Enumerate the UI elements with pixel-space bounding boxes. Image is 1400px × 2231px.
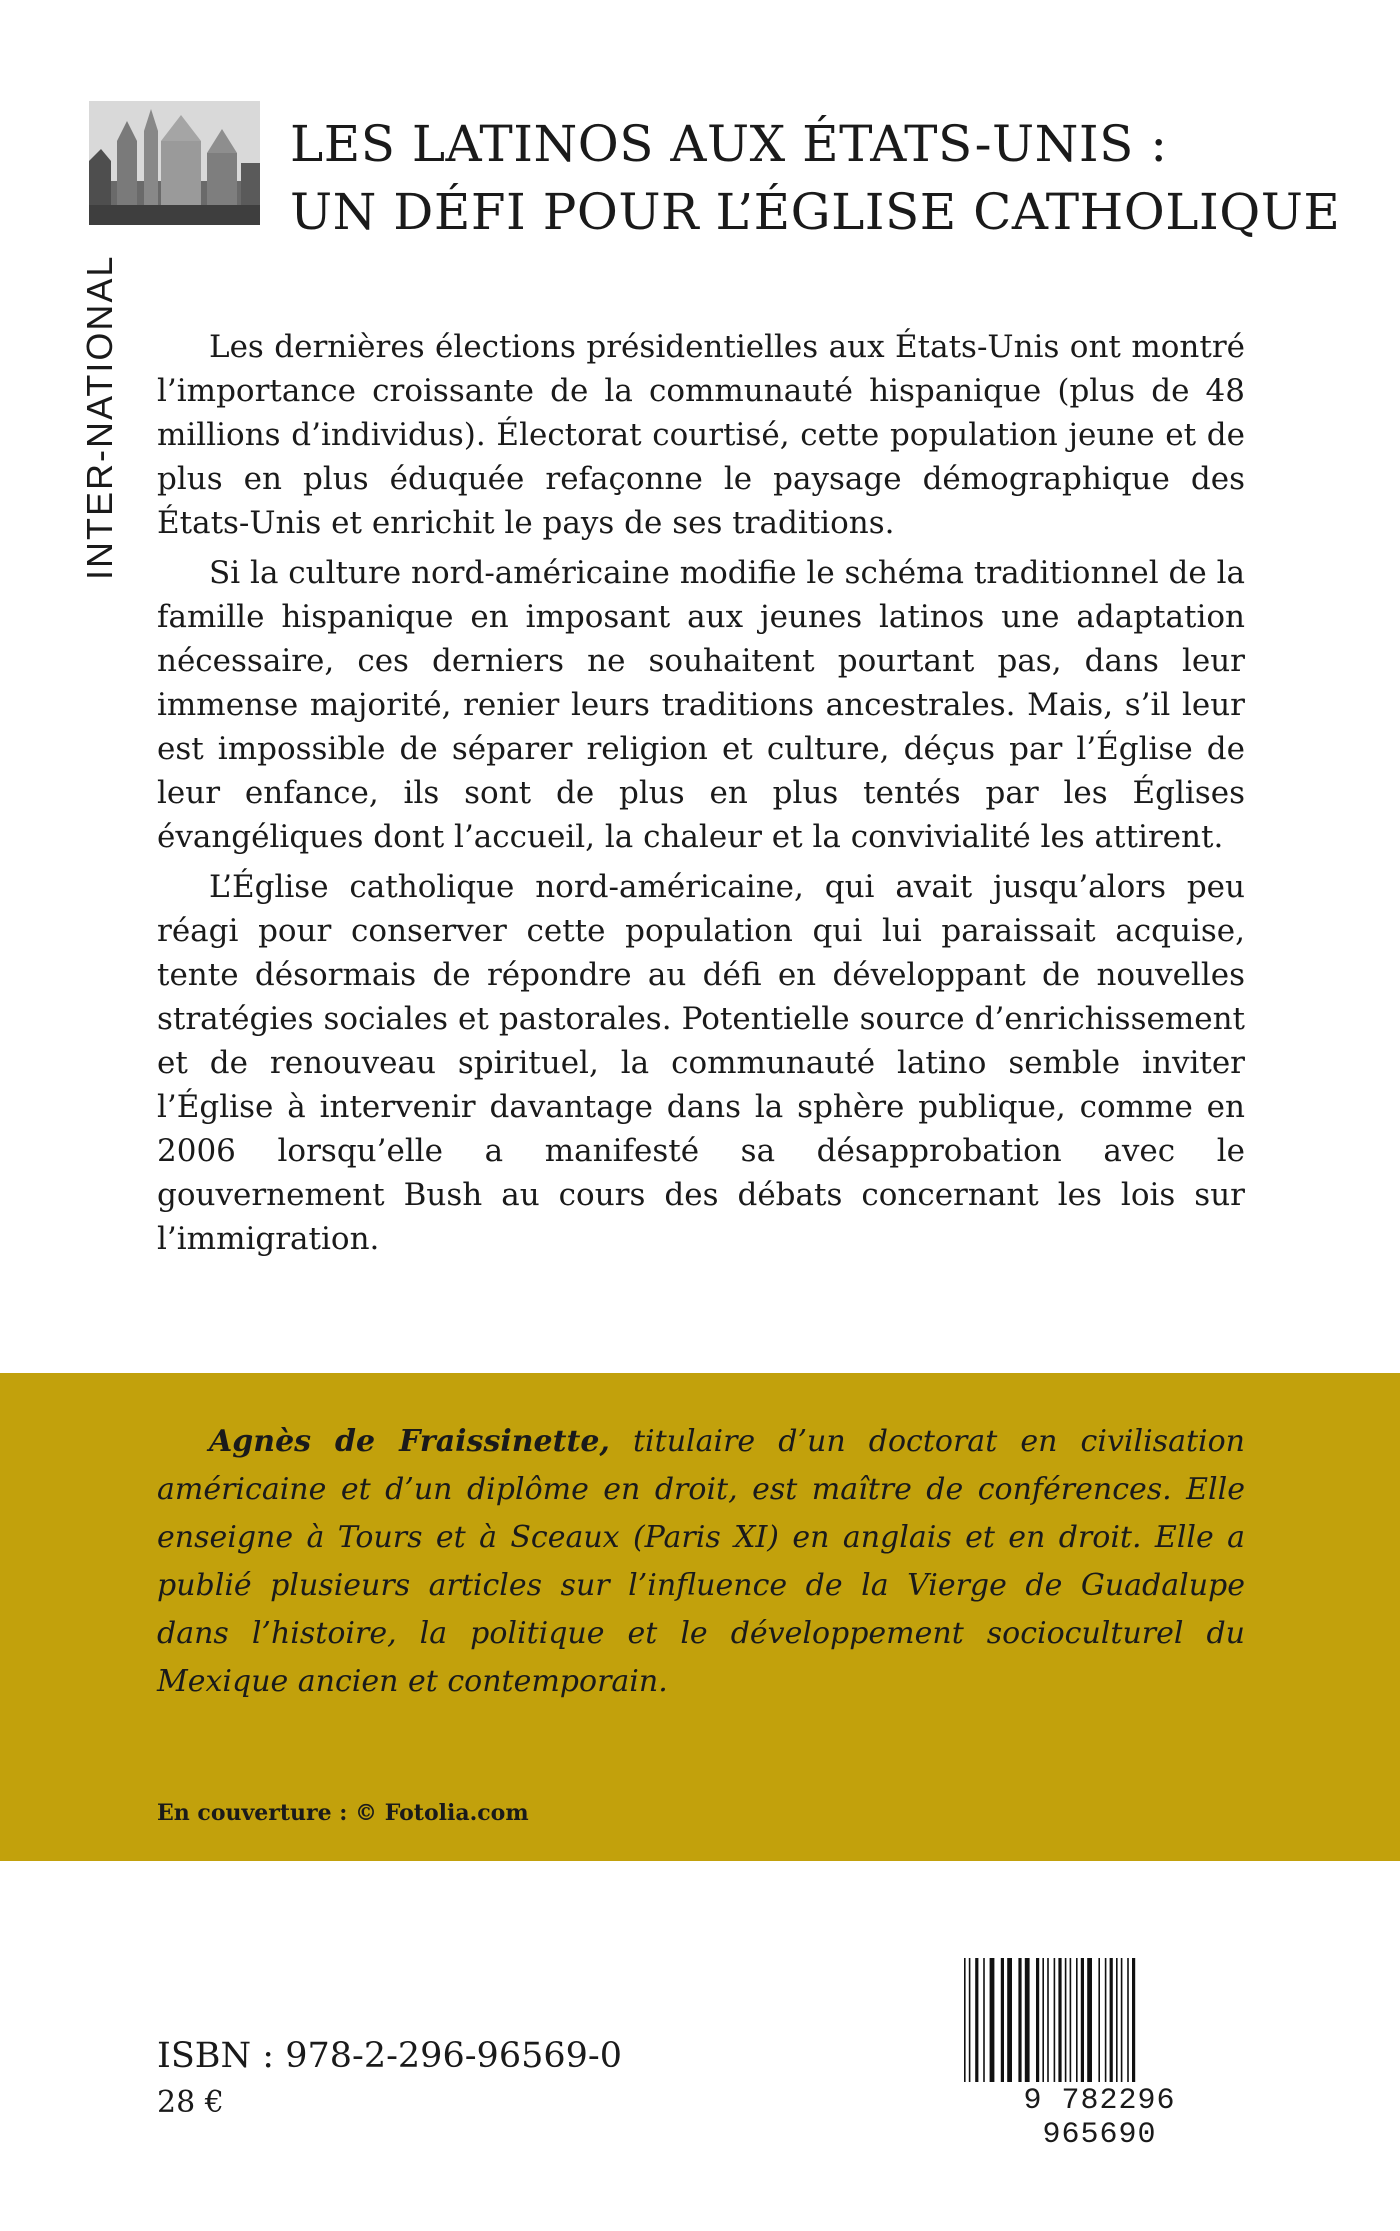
price: 28 € — [157, 2085, 224, 2120]
summary-paragraph-3: L’Église catholique nord-américaine, qui avait jusqu’alors peu réagi pour conserver cette population qui lui paraissait acquise, tente désormais de répondre au défi en développant de nouvelles stratégies sociales et pastorales. Potentielle source d’enrichissement et de renouveau spirituel, la communauté latino semble inviter l’Église à intervenir davantage dans la sphère publique, comme en 2006 lorsqu’elle a manifesté sa désapprobation avec le gouvernement Bush au cours des débats concernant les lois sur l’immigration. — [157, 869, 1245, 1257]
barcode — [958, 1958, 1241, 2152]
summary-paragraph-2: Si la culture nord-américaine modifie le schéma traditionnel de la famille hispanique en imposant aux jeunes latinos une adaptation nécessaire, ces derniers ne souhaitent pourtant pas, dans leur immense majorité, renier leurs traditions ancestrales. Mais, s’il leur est impossible de séparer religion et culture, déçus par l’Église de leur enfance, ils sont de plus en plus tentés par les Églises évangéliques dont l’accueil, la chaleur et la convivialité les attirent. — [157, 555, 1245, 855]
barcode-bar — [990, 1958, 995, 2082]
barcode-bar — [1007, 1958, 1012, 2082]
barcode-bar — [1070, 1958, 1072, 2082]
barcode-bar — [1058, 1958, 1061, 2082]
book-title-line-1: LES LATINOS AUX ÉTATS-UNIS : — [290, 115, 1168, 173]
barcode-bar — [1132, 1958, 1135, 2082]
barcode-bar — [975, 1958, 978, 2082]
author-name: Agnès de Fraissinette, — [209, 1424, 610, 1459]
barcode-bar — [969, 1958, 971, 2082]
barcode-bar — [1121, 1958, 1123, 2082]
barcode-bar — [1098, 1958, 1100, 2082]
barcode-bar — [1110, 1958, 1113, 2082]
author-bio-text: titulaire d’un doctorat en civilisation américaine et d’un diplôme en droit, est maître de conférences. Elle enseigne à Tours et à Sceaux (Paris XI) en anglais et en droit. Elle a publié plusieurs articles sur l’influence de la Vierge de Guadalupe dans l’histoire, la politique et le développement socioculturel du Mexique ancien et contemporain. — [157, 1424, 1245, 1699]
barcode-bar — [1036, 1958, 1039, 2082]
barcode-bar — [1081, 1958, 1084, 2082]
barcode-bar — [1065, 1958, 1067, 2082]
barcode-bar — [1076, 1958, 1078, 2082]
barcode-bar — [1116, 1958, 1118, 2082]
isbn: ISBN : 978-2-296-96569-0 — [157, 2036, 622, 2076]
book-title-line-2: UN DÉFI POUR L’ÉGLISE CATHOLIQUE — [290, 183, 1341, 241]
barcode-bars — [958, 1958, 1241, 2082]
barcode-bar — [1047, 1958, 1049, 2082]
cover-credit: En couverture : © Fotolia.com — [157, 1800, 529, 1826]
barcode-bar — [1105, 1958, 1107, 2082]
summary-paragraph-1: Les dernières élections présidentielles aux États-Unis ont montré l’importance croissante de la communauté hispanique (plus de 48 millions d’individus). Électorat courtisé, cette population jeune et de plus en plus éduquée refaçonne le paysage démographique des États-Unis et enrichit le pays de ses traditions. — [157, 329, 1245, 541]
barcode-bar — [1042, 1958, 1044, 2082]
barcode-digits: 9 782296 965690 — [1023, 2084, 1176, 2152]
summary-text — [157, 325, 1245, 1267]
book-title — [290, 110, 1350, 246]
barcode-bar — [983, 1958, 985, 2082]
barcode-bar — [1018, 1958, 1021, 2082]
cathedral-photo — [89, 101, 260, 225]
author-bio — [157, 1418, 1245, 1706]
barcode-bar — [964, 1958, 966, 2082]
barcode-bar — [1087, 1958, 1092, 2082]
series-name: INTER-NATIONAL — [79, 254, 120, 580]
barcode-bar — [1025, 1958, 1030, 2082]
barcode-bar — [1001, 1958, 1004, 2082]
barcode-bar — [1054, 1958, 1056, 2082]
barcode-bar — [1127, 1958, 1129, 2082]
